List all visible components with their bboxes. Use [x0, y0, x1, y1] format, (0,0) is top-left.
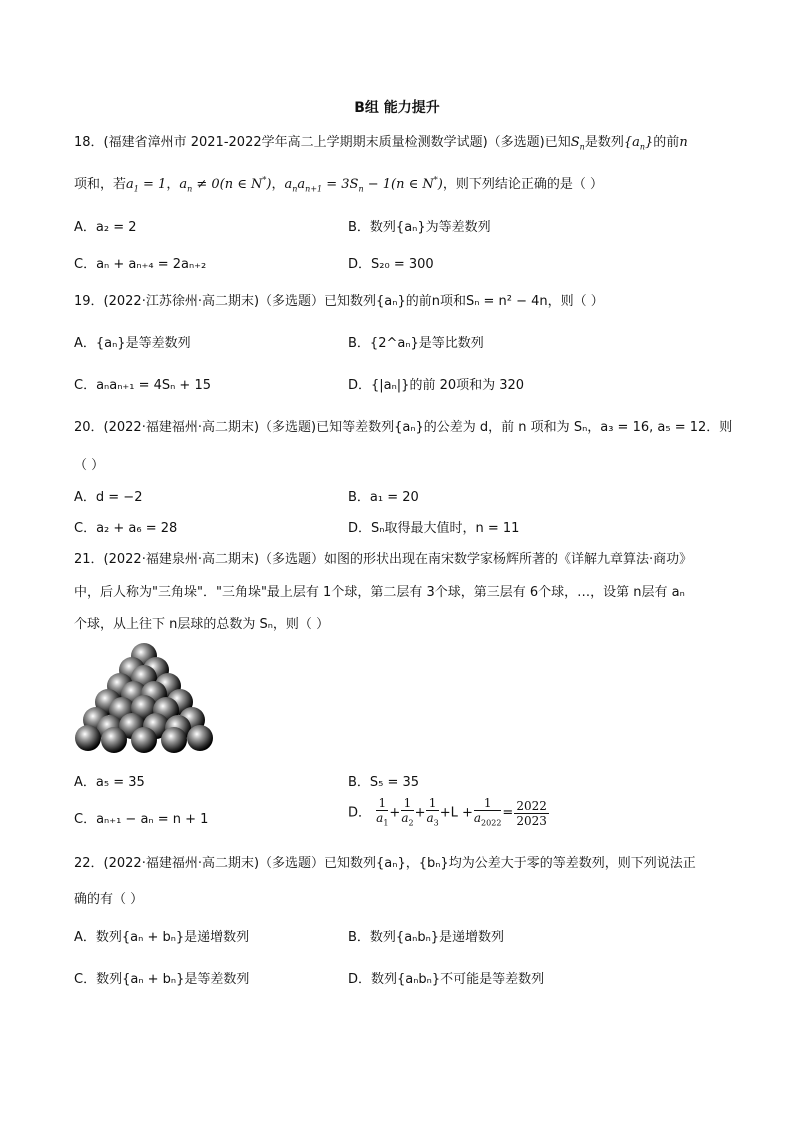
q21-option-d[interactable]: D． $\frac{1}{a_1}$ + $\frac{1}{a_2}$ + $\frac{1}{a_3}$ +L + $\frac{1}{a_{2022}}$ = $\frac{2022}{2023}$: [348, 796, 550, 830]
q21-option-a[interactable]: A．a₅ = 35: [74, 775, 145, 790]
q21-option-b[interactable]: B．S₅ = 35: [348, 775, 420, 790]
q22-option-a[interactable]: A．数列{aₙ + bₙ}是递增数列: [74, 930, 250, 945]
q22-stem-line1: 22．(2022·福建福州·高二期末)（多选题）已知数列{aₙ}，{bₙ}均为公差大于零的等差数列，则下列说法正: [74, 856, 696, 871]
fraction-1-over-a1: $\frac{1}{a_1}$: [376, 796, 389, 828]
q21-stem-line2: 中，后人称为"三角垛"．"三角垛"最上层有 1个球，第二层有 3个球，第三层有 6个球，…，设第 n层有 aₙ: [74, 585, 685, 600]
q20-option-c[interactable]: C．a₂ + a₆ = 28: [74, 521, 178, 536]
q20-stem-line2: （ ）: [74, 458, 105, 473]
fraction-1-over-a2022: $\frac{1}{a_{2022}}$: [473, 796, 502, 828]
q20-option-b[interactable]: B．a₁ = 20: [348, 490, 419, 505]
q21-stem-line1: 21．(2022·福建泉州·高二期末)（多选题）如图的形状出现在南宋数学家杨辉所著的《详解九章算法·商功》: [74, 552, 693, 567]
fraction-1-over-a3: $\frac{1}{a_3}$: [426, 796, 439, 828]
q19-stem: 19．(2022·江苏徐州·高二期末)（多选题）已知数列{aₙ}的前n项和Sₙ = n² − 4n，则（ ）: [74, 294, 604, 309]
fraction-result: $\frac{2022}{2023}$: [516, 798, 547, 828]
q19-option-d[interactable]: D．{|aₙ|}的前 20项和为 320: [348, 378, 525, 393]
q19-option-a[interactable]: A．{aₙ}是等差数列: [74, 336, 191, 351]
q18-option-a[interactable]: A．a₂ = 2: [74, 220, 137, 235]
fraction-1-over-a2: $\frac{1}{a_2}$: [401, 796, 414, 828]
q18-stem-line2: 项和，若$a_1 = 1$，$a_n \ne 0(n$ ∈ N*)，$a_na_{n+1} = 3S_n - 1(n$ ∈ N*)，则下列结论正确的是（ ）: [74, 175, 603, 194]
q22-option-d[interactable]: D．数列{aₙbₙ}不可能是等差数列: [348, 972, 545, 987]
q18-option-d[interactable]: D．S₂₀ = 300: [348, 257, 434, 272]
q20-option-a[interactable]: A．d = −2: [74, 490, 143, 505]
q21-option-d-label: D．: [348, 805, 372, 821]
q19-option-b[interactable]: B．{2^aₙ}是等比数列: [348, 336, 484, 351]
q18-stem-line1: 18．(福建省漳州市 2021-2022学年高二上学期期末质量检测数学试题)（多选题)已知$S_n$是数列$\{a_n\}$的前n: [74, 135, 688, 152]
q18-option-c[interactable]: C．aₙ + aₙ₊₄ = 2aₙ₊₂: [74, 257, 207, 272]
q22-option-b[interactable]: B．数列{aₙbₙ}是递增数列: [348, 930, 505, 945]
q20-stem-line1: 20．(2022·福建福州·高二期末)（多选题)已知等差数列{aₙ}的公差为 d，前 n 项和为 Sₙ，a₃ = 16, a₅ = 12．则: [74, 420, 733, 435]
q19-option-c[interactable]: C．aₙaₙ₊₁ = 4Sₙ + 15: [74, 378, 212, 393]
q18-option-b[interactable]: B．数列{aₙ}为等差数列: [348, 220, 491, 235]
triangular-ball-pile-figure: [74, 642, 214, 754]
q22-stem-line2: 确的有（ ）: [74, 892, 144, 907]
q21-stem-line3: 个球，从上往下 n层球的总数为 Sₙ，则（ ）: [74, 617, 330, 632]
section-title: B组 能力提升: [354, 100, 440, 116]
q21-option-c[interactable]: C．aₙ₊₁ − aₙ = n + 1: [74, 812, 209, 827]
q22-option-c[interactable]: C．数列{aₙ + bₙ}是等差数列: [74, 972, 250, 987]
q20-option-d[interactable]: D．Sₙ取得最大值时，n = 11: [348, 521, 520, 536]
ball-pile-balls: [75, 643, 213, 753]
